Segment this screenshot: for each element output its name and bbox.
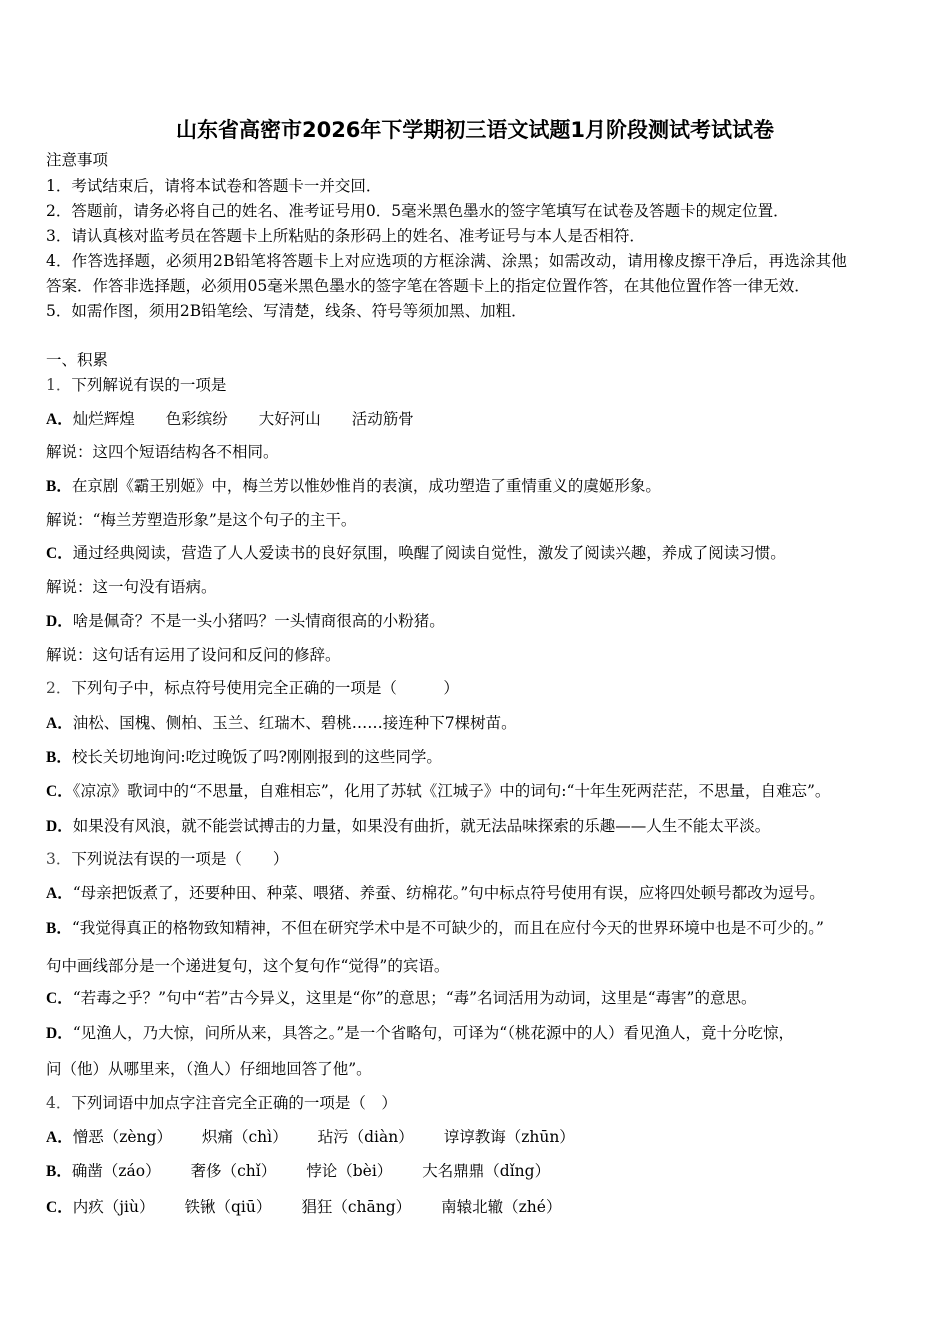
line-text: 解说：这一句没有语病。 xyxy=(46,578,217,596)
line-text: “我觉得真正的格物致知精神，不但在研究学术中是不可缺少的，而且在应付今天的世界环境中也是不可少的。” xyxy=(71,919,824,937)
option-word: 憎恶（zèng） xyxy=(72,1128,172,1146)
question-number: 2． xyxy=(46,679,72,697)
option-word: 猖狂（chāng） xyxy=(301,1198,412,1216)
question-text: 下列词语中加点字注音完全正确的一项是（ ） xyxy=(71,1094,397,1112)
question-number: 4． xyxy=(46,1094,72,1112)
option-label: A． xyxy=(46,715,73,732)
option-label: A． xyxy=(46,885,73,902)
option-label: C． xyxy=(46,783,73,800)
notice-item: 答案．作答非选择题，必须用05毫米黑色墨水的签字笔在答题卡上的指定位置作答，在其他位置作答一律无效． xyxy=(46,277,810,295)
option-line xyxy=(46,713,517,734)
option-line xyxy=(46,476,661,497)
question-stem xyxy=(46,1093,397,1113)
notice-item: 3．请认真核对监考员在答题卡上所粘贴的条形码上的姓名、准考证号与本人是否相符． xyxy=(46,227,645,245)
question-number: 3． xyxy=(46,850,72,868)
line-text: 解说：这四个短语结构各不相同。 xyxy=(46,443,279,461)
explanation-line xyxy=(46,577,217,597)
notice-item: 1．考试结束后，请将本试卷和答题卡一并交回． xyxy=(46,177,382,195)
option-line xyxy=(46,1197,591,1218)
option-word: 铁锹（qiū） xyxy=(184,1198,272,1216)
question-text: 下列说法有误的一项是（ ） xyxy=(71,850,289,868)
explanation-line xyxy=(46,510,356,530)
line-text: 《凉凉》歌词中的“不思量，自难相忘”，化用了苏轼《江城子》中的词句:“十年生死两茫茫，不思量，自难忘”。 xyxy=(72,782,831,800)
question-stem xyxy=(46,375,226,395)
option-line xyxy=(46,611,445,632)
line-text: “见渔人，乃大惊，问所从来，具答之。”是一个省略句，可译为“（桃花源中的人）看见渔人，竟十分吃惊， xyxy=(72,1024,794,1042)
question-stem xyxy=(46,678,459,698)
notice-item: 2．答题前，请务必将自己的姓名、准考证号用0．5毫米黑色墨水的签字笔填写在试卷及答题卡的规定位置． xyxy=(46,202,789,220)
option-line xyxy=(46,816,770,837)
option-word: 炽痛（chì） xyxy=(201,1128,288,1146)
option-label: D． xyxy=(46,613,73,630)
option-word: 确凿（záo） xyxy=(71,1162,161,1180)
line-text: 解说：这句话有运用了设问和反问的修辞。 xyxy=(46,646,341,664)
option-label: D． xyxy=(46,818,73,835)
option-word: 奢侈（chǐ） xyxy=(190,1162,277,1180)
option-label: A． xyxy=(46,1129,73,1146)
option-word: 内疚（jiù） xyxy=(72,1198,155,1216)
option-line xyxy=(46,781,830,802)
line-text: 通过经典阅读，营造了人人爱读书的良好氛围，唤醒了阅读自觉性，激发了阅读兴趣，养成了阅读习惯。 xyxy=(72,544,786,562)
option-label: C． xyxy=(46,990,73,1007)
question-stem xyxy=(46,849,288,869)
explanation-line xyxy=(46,1059,372,1079)
option-label: B． xyxy=(46,1163,72,1180)
option-line xyxy=(46,1127,605,1148)
option-label: C． xyxy=(46,1199,73,1216)
option-line xyxy=(46,1161,580,1182)
notice-item: 5．如需作图，须用2B铅笔绘、写清楚，线条、符号等须加黑、加粗． xyxy=(46,302,527,320)
line-text: 在京剧《霸王别姬》中，梅兰芳以惟妙惟肖的表演，成功塑造了重情重义的虞姬形象。 xyxy=(71,477,661,495)
option-line xyxy=(46,409,414,430)
option-line xyxy=(46,543,786,564)
line-text: 油松、国槐、侧柏、玉兰、红瑞木、碧桃……接连种下7棵树苗。 xyxy=(72,714,517,732)
option-word: 谆谆教诲（zhūn） xyxy=(443,1128,575,1146)
notice-heading: 注意事项 xyxy=(46,151,109,169)
explanation-line xyxy=(46,645,341,665)
option-label: B． xyxy=(46,749,72,766)
line-text: 问（他）从哪里来，（渔人）仔细地回答了他”。 xyxy=(46,1060,372,1078)
line-text: 啥是佩奇？不是一头小猪吗？一头情商很高的小粉猪。 xyxy=(72,612,445,630)
page-title: 山东省高密市2026年下学期初三语文试题1月阶段测试考试试卷 xyxy=(175,118,775,142)
question-text: 下列句子中，标点符号使用完全正确的一项是（ ） xyxy=(71,679,459,697)
line-text: 解说：“梅兰芳塑造形象”是这个句子的主干。 xyxy=(46,511,357,529)
option-line xyxy=(46,988,756,1009)
option-label: B． xyxy=(46,920,72,937)
line-text: 灿烂辉煌 色彩缤纷 大好河山 活动筋骨 xyxy=(72,410,414,428)
line-text: 校长关切地询问:吃过晚饭了吗?刚刚报到的这些同学。 xyxy=(71,748,442,766)
question-number: 1． xyxy=(46,376,72,394)
option-word: 大名鼎鼎（dǐng） xyxy=(422,1162,551,1180)
option-line xyxy=(46,747,442,768)
line-text: “母亲把饭煮了，还要种田、种菜、喂猪、养蚕、纺棉花。”句中标点符号使用有误，应将四处顿号都改为逗号。 xyxy=(72,884,825,902)
option-line xyxy=(46,918,824,939)
question-text: 下列解说有误的一项是 xyxy=(71,376,227,394)
line-text: 句中画线部分是一个递进复句，这个复句作“觉得”的宾语。 xyxy=(46,957,450,975)
option-word: 悖论（bèi） xyxy=(306,1162,393,1180)
explanation-line xyxy=(46,442,279,462)
option-label: A． xyxy=(46,411,73,428)
option-word: 南辕北辙（zhé） xyxy=(441,1198,562,1216)
line-text: “若毒之乎？”句中“若”古今异义，这里是“你”的意思；“毒”名词活用为动词，这里是“毒害”的意思。 xyxy=(72,989,757,1007)
explanation-line xyxy=(46,956,449,976)
option-label: C． xyxy=(46,545,73,562)
option-label: B． xyxy=(46,478,72,495)
option-line xyxy=(46,883,825,904)
option-label: D． xyxy=(46,1025,73,1042)
option-line xyxy=(46,1023,794,1044)
option-word: 玷污（diàn） xyxy=(317,1128,414,1146)
line-text: 如果没有风浪，就不能尝试搏击的力量，如果没有曲折，就无法品味探索的乐趣——人生不能太平淡。 xyxy=(72,817,771,835)
notice-item: 4．作答选择题，必须用2B铅笔将答题卡上对应选项的方框涂满、涂黑；如需改动，请用橡皮擦干净后，再选涂其他 xyxy=(46,252,848,270)
section-heading: 一、积累 xyxy=(46,351,109,369)
